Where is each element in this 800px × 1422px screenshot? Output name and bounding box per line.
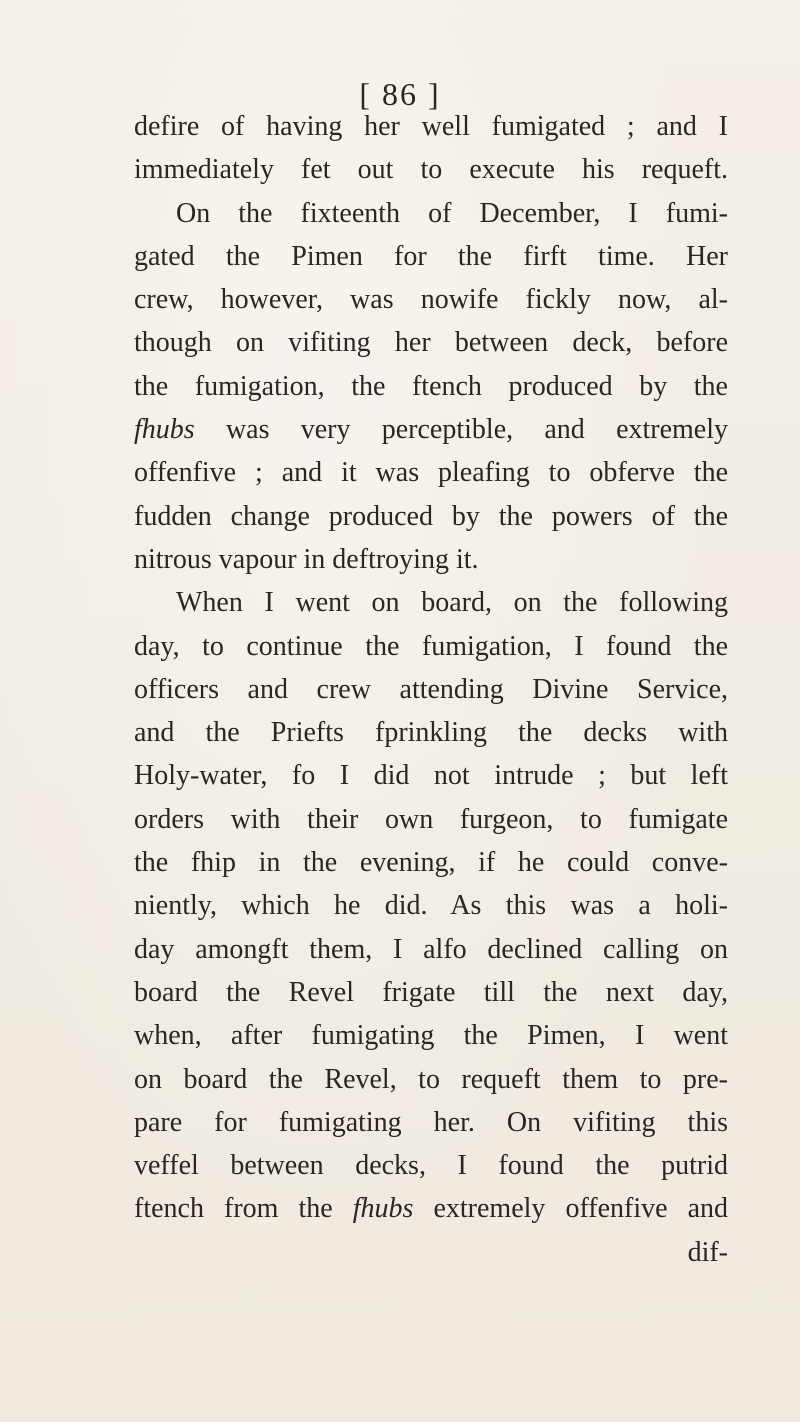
paragraph-start-line: On the fixteenth of December, I fumi-: [176, 197, 728, 229]
text-line: orders with their own furgeon, to fumigate: [134, 803, 728, 835]
line-remainder: was very perceptible, and extremely: [225, 414, 729, 446]
text-line: pare for fumigating her. On vifiting this: [134, 1106, 728, 1138]
text-line: the fhip in the evening, if he could conve-: [134, 847, 728, 879]
italic-word: fhubs: [134, 414, 195, 446]
text-line: though on vifiting her between deck, before: [134, 327, 728, 359]
text-line: day amongft them, I alfo declined calling on: [134, 933, 728, 965]
catchword-text: dif-: [687, 1236, 728, 1268]
text-line: the fumigation, the ftench produced by the: [134, 370, 728, 402]
text-line: on board the Revel, to requeft them to pre-: [134, 1063, 728, 1095]
paragraph-end-line: nitrous vapour in deftroying it.: [134, 543, 479, 575]
text-line-with-italic: [134, 1187, 728, 1230]
page-number: [ 86 ]: [359, 76, 441, 112]
line-start: ftench from the: [134, 1193, 333, 1225]
text-line: defire of having her well fumigated ; and I: [134, 111, 728, 142]
text-line: gated the Pimen for the firft time. Her: [134, 240, 728, 272]
text-line: Holy-water, fo I did not intrude ; but left: [134, 760, 728, 792]
line-remainder: extremely offenfive and: [433, 1193, 729, 1225]
paragraph-start-line: When I went on board, on the following: [176, 587, 728, 619]
text-line: day, to continue the fumigation, I found the: [134, 630, 728, 662]
text-line: crew, however, was nowife fickly now, al-: [134, 284, 728, 316]
text-line-with-italic: [134, 408, 728, 451]
body-text: [134, 105, 728, 1274]
italic-word: fhubs: [352, 1193, 414, 1225]
text-line: board the Revel frigate till the next day,: [134, 976, 728, 1008]
text-line: officers and crew attending Divine Service,: [134, 673, 728, 705]
text-line: niently, which he did. As this was a holi-: [134, 890, 728, 922]
text-line: fudden change produced by the powers of the: [134, 500, 728, 532]
catchword: [134, 1231, 728, 1274]
text-line: immediately fet out to execute his requeft.: [134, 154, 728, 186]
text-line: veffel between decks, I found the putrid: [134, 1150, 728, 1182]
text-line: offenfive ; and it was pleafing to obferve the: [134, 457, 728, 489]
text-line: and the Priefts fprinkling the decks with: [134, 717, 728, 749]
text-line: when, after fumigating the Pimen, I went: [134, 1020, 728, 1052]
